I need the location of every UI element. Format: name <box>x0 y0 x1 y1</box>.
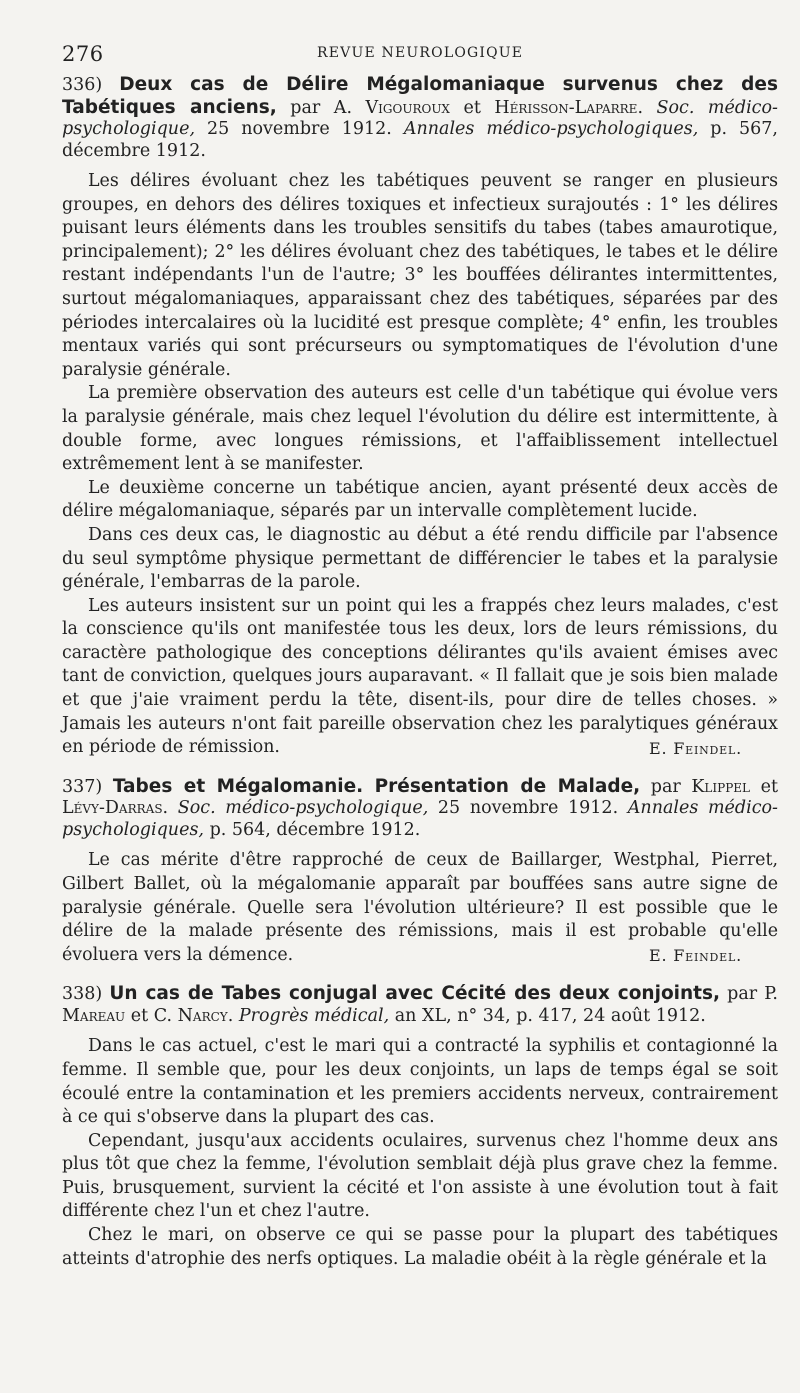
source-date: an XL, n° 34, p. 417, 24 août 1912. <box>394 1005 706 1026</box>
source-date: 25 novembre 1912. <box>437 798 619 819</box>
and-word: et C. <box>130 1005 173 1026</box>
signature: E. Feindel. <box>649 946 742 966</box>
body-paragraph: Les délires évoluant chez les tabétiques peuvent se ranger en plusieurs groupes, en dehors des délires toxiques et infectieux surajoutés : 1° les délires puisant leurs éléments dans les troubles sensitifs du tabes (tabes amaurotique, principalement); 2° les délires évoluant chez des tabétiques, le tabes et le délire restant indépendants l'un de l'autre; 3° les bouffées délirantes intermittentes, surtout mégalomaniaques, apparaissant chez des tabétiques, séparées par des périodes intercalaires où la lucidité est presque complète; 4° enfin, les troubles mentaux variés qui sont précurseurs ou symptomatiques de l'évolution d'une paralysie générale. <box>62 171 778 380</box>
source-journal: Soc. médico-psychologique, <box>62 97 778 139</box>
body-paragraph: Les auteurs insistent sur un point qui les a frappés chez leurs malades, c'est la conscience qu'ils ont manifestée tous les deux, lors de leurs rémissions, du caractère pathologique des conceptions délirantes qu'ils avaient émises avec tant de conviction, quelques jours auparavant. « Il fallait que je sois bien malade et que j'aie vraiment perdu la tête, disent-ils, pour dire de telles choses. » Jamais les auteurs n'ont fait pareille observation chez les paralytiques généraux en période de rémission. <box>62 595 778 758</box>
body-paragraph: Dans ces deux cas, le diagnostic au début a été rendu difficile par l'absence du seul symptôme physique permettant de différencier le tabes et la paralysie générale, l'embarras de la parole. <box>62 524 778 593</box>
body-paragraph: Le cas mérite d'être rapproché de ceux de Baillarger, Westphal, Pierret, Gilbert Ballet, où la mégalomanie apparaît par bouffées sans autre signe de paralysie générale. Quelle sera l'évolution ultérieure? Il est possible que le délire de la malade présente des rémissions, mais il est probable qu'elle évoluera vers la démence. <box>62 850 778 965</box>
source-journal: Annales médico-psychologiques, <box>62 798 778 840</box>
abstract-number: 337) <box>62 776 103 797</box>
abstract-title: Un cas de Tabes conjugal avec Cécité des deux conjoints, <box>109 983 721 1005</box>
abstract-338 <box>62 983 778 1271</box>
abstract-337 <box>62 776 778 967</box>
source-journal: Progrès médical, <box>238 1005 390 1026</box>
body-paragraph: Dans le cas actuel, c'est le mari qui a contracté la syphilis et contagionné la femme. Il semble que, pour les deux conjoints, un laps de temps égal se soit écoulé entre la contamination et les premiers accidents nerveux, contrairement à ce qui s'observe dans la plupart des cas. <box>62 1036 778 1128</box>
abstract-336 <box>62 74 778 760</box>
body-paragraph: La première observation des auteurs est celle d'un tabétique qui évolue vers la paralysie générale, mais chez lequel l'évolution du délire est intermittente, à double forme, avec longues rémissions, et l'affaiblissement intellectuel extrêmement lent à se manifester. <box>62 383 778 475</box>
source-journal: Annales médico-psychologiques, <box>403 119 699 139</box>
source-journal: Soc. médico-psychologique, <box>177 798 429 819</box>
author-name: Hérisson-Laparre. <box>494 97 644 118</box>
body-paragraph: Cependant, jusqu'aux accidents oculaires, survenus chez l'homme deux ans plus tôt que chez la femme, l'évolution semblait déjà plus grave chez la femme. Puis, brusquement, survient la cécité et l'on assiste à une évolution tout à fait différente chez l'un et chez l'autre. <box>62 1130 778 1222</box>
body-paragraph: Chez le mari, on observe ce qui se passe pour la plupart des tabétiques atteints d'atrophie des nerfs optiques. La maladie obéit à la règle générale et la <box>62 1225 778 1269</box>
abstract-number: 336) <box>62 75 103 95</box>
source-reference: p. 564, décembre 1912. <box>209 819 421 840</box>
by-word: par P. <box>727 984 778 1005</box>
page-number: 276 <box>62 42 104 66</box>
abstract-heading <box>62 74 778 162</box>
author-name: Vigouroux <box>365 97 450 118</box>
abstract-heading <box>62 983 778 1027</box>
and-word: et <box>760 776 778 797</box>
page-header <box>62 38 778 68</box>
abstract-title: Tabes et Mégalomanie. Présentation de Malade, <box>112 775 641 797</box>
by-word: par <box>650 776 681 797</box>
signature: E. Feindel. <box>649 738 742 758</box>
running-head: REVUE NEUROLOGIQUE <box>317 45 524 61</box>
author-name: Mareau <box>62 1005 126 1026</box>
author-name: Narcy. <box>177 1005 234 1026</box>
source-reference: p. 567, décembre 1912. <box>62 119 778 161</box>
author-name: Lévy-Darras. <box>62 798 169 819</box>
by-word: par A. <box>290 97 353 118</box>
abstract-number: 338) <box>62 984 103 1005</box>
abstract-title: Deux cas de Délire Mégalomaniaque survenus chez des Tabétiques anciens, <box>62 74 778 118</box>
abstract-heading <box>62 776 778 842</box>
body-paragraph: Le deuxième concerne un tabétique ancien, ayant présenté deux accès de délire mégalomaniaque, séparés par un intervalle complètement lucide. <box>62 477 778 522</box>
author-name: Klippel <box>691 776 751 797</box>
source-date: 25 novembre 1912. <box>206 119 392 139</box>
and-word: et <box>463 97 481 118</box>
